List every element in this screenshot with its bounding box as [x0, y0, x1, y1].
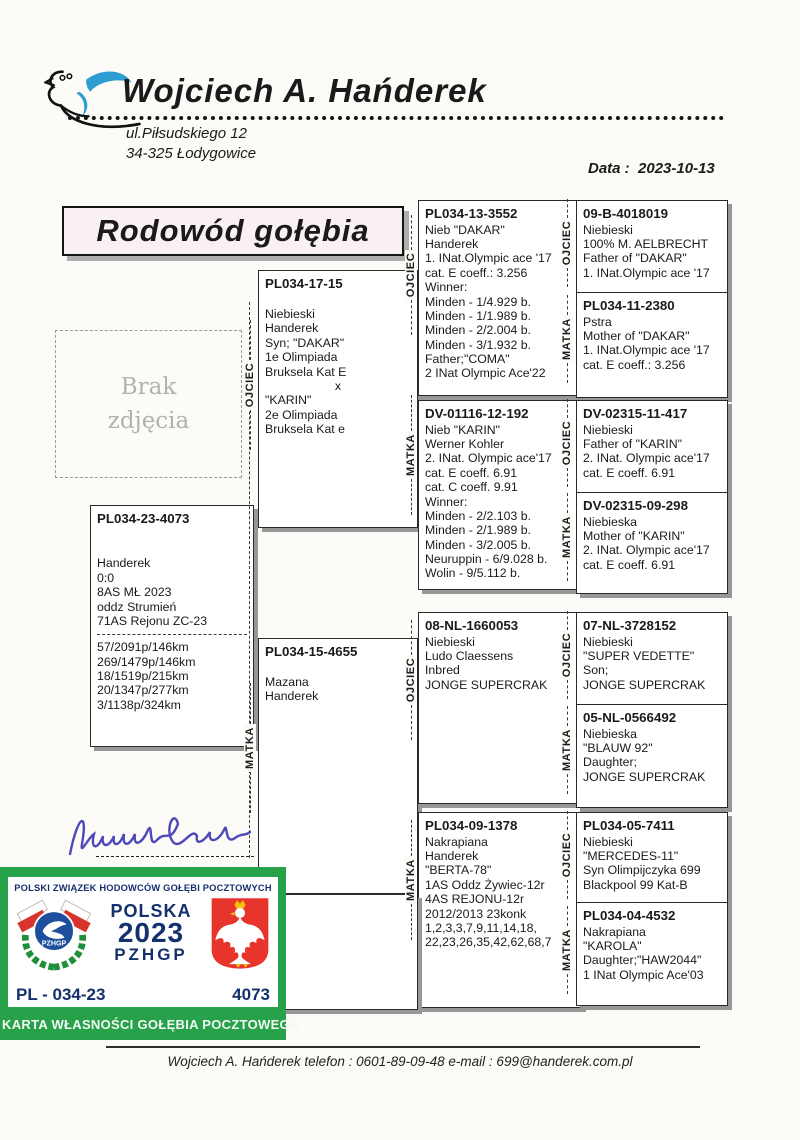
card-emblem-row	[8, 893, 278, 971]
pedigree-box-ggp-6	[576, 704, 728, 808]
pedigree-box-ggp-7	[576, 812, 728, 910]
pedigree-box-ggp-4	[576, 492, 728, 594]
card-ring-numbers	[8, 985, 278, 1005]
bird-info-lines: Handerek 0:0 8AS MŁ 2023 oddz Strumień 71AS Rejonu ZC-23	[97, 556, 208, 628]
card-ring-right: 4073	[232, 985, 270, 1004]
pedigree-box-ggp-2	[576, 292, 728, 398]
pedigree-box-grandfather-maternal	[418, 612, 582, 804]
footer-divider	[106, 1046, 700, 1048]
card-org: PZHGP	[114, 944, 188, 964]
address-line-1: ul.Piłsudskiego 12	[126, 125, 247, 142]
bird-info-lines: Niebieski Handerek Syn; "DAKAR" 1e Olimpiada Bruksela Kat E x "KARIN" 2e Olimpiada Bruksela Kat e	[265, 306, 347, 437]
poland-eagle-emblem-icon	[208, 896, 272, 970]
ring-number: 05-NL-0566492	[583, 710, 677, 725]
bird-info-lines: Nieb "KARIN" Werner Kohler 2. INat. Olympic ace'17 cat. E coeff. 6.91 cat. C coeff. 9.91 Winner: Minden - 2/2.103 b. Minden - 2/1.989 b. Minden - 3/2.005 b. Neuruppin - 6/9.028 b. Wolin - 9/5.112 b.	[425, 422, 552, 581]
pedigree-box-ggp-3	[576, 400, 728, 498]
bird-info-lines: Niebieska "BLAUW 92" Daughter; JONGE SUPERCRAK	[583, 726, 706, 784]
bird-info-lines: Niebieska Mother of "KARIN" 2. INat. Olympic ace'17 cat. E coeff. 6.91	[583, 514, 710, 572]
father-branch-label: OJCIEC	[559, 811, 575, 899]
bird-info-lines: Niebieski "SUPER VEDETTE" Son; JONGE SUPERCRAK	[583, 634, 706, 692]
ring-number: DV-01116-12-192	[425, 406, 529, 421]
mother-branch-label: MATKA	[559, 493, 575, 581]
dotted-underline	[68, 116, 724, 120]
photo-placeholder-text: Brak zdjęcia	[107, 373, 190, 434]
ring-number: 08-NL-1660053	[425, 618, 519, 633]
ring-number: PL034-04-4532	[583, 908, 676, 923]
card-ring-left: PL - 034-23	[16, 985, 106, 1004]
ring-number: PL034-13-3552	[425, 206, 518, 221]
ring-number: DV-02315-09-298	[583, 498, 688, 513]
owner-address	[126, 124, 256, 165]
bird-info-lines: Nieb "DAKAR" Handerek 1. INat.Olympic ace '17 cat. E coeff.: 3.256 Winner: Minden - 1/4.929 b. Minden - 1/1.989 b. Minden - 2/2.004 b. Minden - 3/1.932 b. Father;"COMA" 2 INat Olympic Ace'22	[425, 222, 552, 381]
pedigree-box-father	[258, 270, 418, 528]
ring-number: 07-NL-3728152	[583, 618, 677, 633]
father-branch-label: OJCIEC	[403, 620, 419, 740]
card-title-strip	[0, 1009, 301, 1040]
results-divider	[97, 634, 247, 635]
pedigree-box-mother	[258, 638, 418, 894]
ring-number: PL034-11-2380	[583, 298, 675, 313]
ring-number: 09-B-4018019	[583, 206, 669, 221]
ring-number: PL034-23-4073	[97, 511, 190, 526]
bird-info-lines: Niebieski Father of "KARIN" 2. INat. Olympic ace'17 cat. E coeff. 6.91	[583, 422, 710, 480]
footer-contact: Wojciech A. Hańderek telefon : 0601-89-09-48 e-mail : 699@handerek.com.pl	[167, 1054, 633, 1069]
mother-branch-label: MATKA	[403, 395, 419, 515]
race-results-lines: 57/2091p/146km 269/1479p/146km 18/1519p/215km 20/1347p/277km 3/1138p/324km	[97, 640, 196, 712]
pedigree-box-grandfather-paternal	[418, 200, 582, 396]
mother-branch-label: MATKA	[403, 820, 419, 940]
ring-number: PL034-09-1378	[425, 818, 518, 833]
bird-info-lines: Niebieski "MERCEDES-11" Syn Olimpijczyka 699 Blackpool 99 Kat-B	[583, 834, 701, 892]
card-country-year	[110, 903, 191, 963]
father-branch-label: OJCIEC	[559, 199, 575, 287]
svg-text:PZHGP: PZHGP	[41, 939, 67, 948]
father-branch-label: OJCIEC	[559, 611, 575, 699]
card-country: POLSKA	[110, 901, 192, 922]
pedigree-box-ggp-5	[576, 612, 728, 712]
date-label: Data :	[588, 160, 630, 177]
mother-branch-label: MATKA	[559, 906, 575, 994]
ring-number: DV-02315-11-417	[583, 406, 688, 421]
photo-placeholder	[55, 330, 242, 478]
father-branch-label: OJCIEC	[242, 320, 258, 450]
bird-info-lines: Pstra Mother of "DAKAR" 1. INat.Olympic ace '17 cat. E coeff.: 3.256	[583, 314, 710, 372]
ring-number: PL034-05-7411	[583, 818, 675, 833]
pedigree-box-grandmother-paternal	[418, 400, 582, 590]
bird-info-lines: Nakrapiana Handerek "BERTA-78" 1AS Oddz Żywiec-12r 4AS REJONU-12r 2012/2013 23konk 1,2,3,3,7,9,11,14,18, 22,23,26,35,42,62,68,7	[425, 834, 552, 950]
address-line-2: 34-325 Łodygowice	[126, 145, 257, 163]
bird-info-lines: Nakrapiana "KAROLA" Daughter;"HAW2044" 1 INat Olympic Ace'03	[583, 924, 704, 982]
ring-number: PL034-15-4655	[265, 644, 358, 659]
owner-name: Wojciech A. Hańderek	[122, 72, 487, 109]
document-date	[588, 160, 715, 177]
ring-number: PL034-17-15	[265, 276, 343, 291]
pedigree-box-ggp-1	[576, 200, 728, 298]
document-title-box	[62, 206, 404, 256]
signature-line	[96, 856, 254, 857]
pzhgp-emblem-icon	[14, 895, 94, 971]
bird-info-lines: Mazana Handerek	[265, 674, 319, 704]
pedigree-box-grandmother-maternal	[418, 812, 582, 1008]
pedigree-box-main-bird	[90, 505, 254, 747]
date-value: 2023-10-13	[638, 160, 715, 177]
association-name: POLSKI ZWIĄZEK HODOWCÓW GOŁĘBI POCZTOWYCH	[14, 883, 272, 893]
ownership-card	[0, 867, 301, 1040]
mother-branch-label: MATKA	[559, 706, 575, 794]
father-branch-label: OJCIEC	[403, 215, 419, 335]
ownership-card-panel	[8, 877, 278, 1007]
bird-info-lines: Niebieski 100% M. AELBRECHT Father of "DAKAR" 1. INat.Olympic ace '17	[583, 222, 710, 280]
page-title: Rodowód gołębia	[96, 213, 370, 248]
bird-info-lines: Niebieski Ludo Claessens Inbred JONGE SUPERCRAK	[425, 634, 548, 692]
pedigree-box-ggp-8	[576, 902, 728, 1006]
mother-branch-label: MATKA	[559, 295, 575, 383]
mother-branch-label: MATKA	[242, 683, 258, 813]
father-branch-label: OJCIEC	[559, 399, 575, 487]
card-year: 2023	[117, 917, 185, 949]
card-title: KARTA WŁASNOŚCI GOŁĘBIA POCZTOWEGO	[2, 1017, 301, 1032]
